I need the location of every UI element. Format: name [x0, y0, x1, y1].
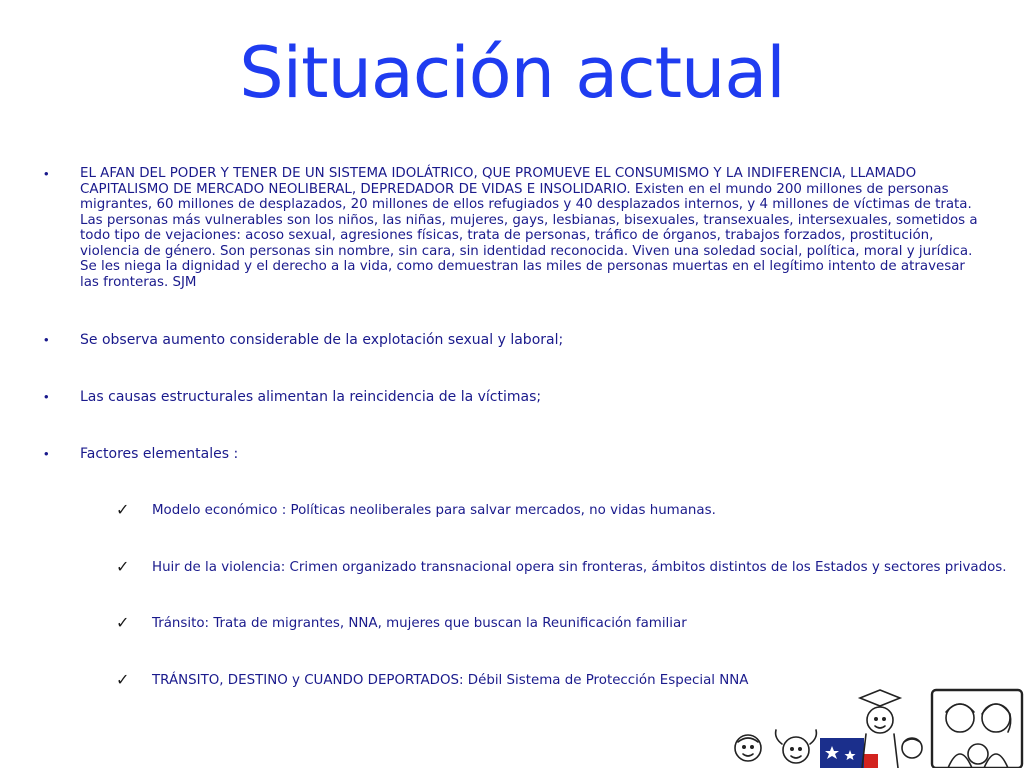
checkmark-icon: ✓: [116, 500, 130, 519]
children-clipart-icon: [720, 684, 1024, 768]
bullet-text: Las causas estructurales alimentan la reincidencia de la víctimas;: [80, 389, 542, 405]
check-item-violencia: [116, 557, 1007, 578]
slide-title: Situación actual: [239, 32, 785, 114]
check-text: TRÁNSITO, DESTINO y CUANDO DEPORTADOS: Débil Sistema de Protección Especial NNA: [152, 673, 749, 688]
check-text: Modelo económico : Políticas neoliberales para salvar mercados, no vidas humanas.: [152, 503, 716, 518]
check-text: Huir de la violencia: Crimen organizado transnacional opera sin fronteras, ámbitos distintos de los Estados y sectores privados.: [152, 560, 1007, 575]
bullet-marker: •: [44, 332, 49, 347]
bullet-item-factores: [44, 446, 980, 464]
check-text: Tránsito: Trata de migrantes, NNA, mujeres que buscan la Reunificación familiar: [152, 616, 687, 631]
bullet-item-causas: [44, 389, 980, 407]
bullet-marker: •: [44, 389, 49, 404]
check-item-transito: [116, 613, 994, 634]
checkmark-icon: ✓: [116, 557, 130, 576]
bullet-text: Factores elementales :: [80, 446, 239, 462]
bullet-item-explotacion: [44, 332, 980, 350]
check-item-modelo: [116, 500, 994, 521]
bullet-text: Se observa aumento considerable de la explotación sexual y laboral;: [80, 332, 564, 348]
checkmark-icon: ✓: [116, 670, 130, 689]
bullet-marker: •: [44, 166, 49, 181]
bullet-marker: •: [44, 446, 49, 461]
bullet-item-situation: [44, 166, 980, 294]
checkmark-icon: ✓: [116, 613, 130, 632]
bullet-text: EL AFAN DEL PODER Y TENER DE UN SISTEMA IDOLÁTRICO, QUE PROMUEVE EL CONSUMISMO Y LA INDIFERENCIA, LLAMADO CAPITALISMO DE MERCADO NEOLIBERAL, DEPREDADOR DE VIDAS E INSOLIDARIO. Existen en el mundo 200 millones de personas migrantes, 60 millones de desplazados, 20 millones de ellos refugiados y 40 desplazados internos, y 4 millones de víctimas de trata. Las personas más vulnerables son los niños, las niñas, mujeres, gays, lesbianas, bisexuales, transexuales, intersexuales, sometidos a todo tipo de vejaciones: acoso sexual, agresiones físicas, trata de personas, tráfico de órganos, trabajos forzados, prostitución, violencia de género. Son personas sin nombre, sin cara, sin identidad reconocida. Viven una soledad social, política, moral y jurídica. Se les niega la dignidad y el derecho a la vida, como demuestran las miles de personas muertas en el legítimo intento de atravesar las fronteras. SJM: [80, 166, 978, 290]
